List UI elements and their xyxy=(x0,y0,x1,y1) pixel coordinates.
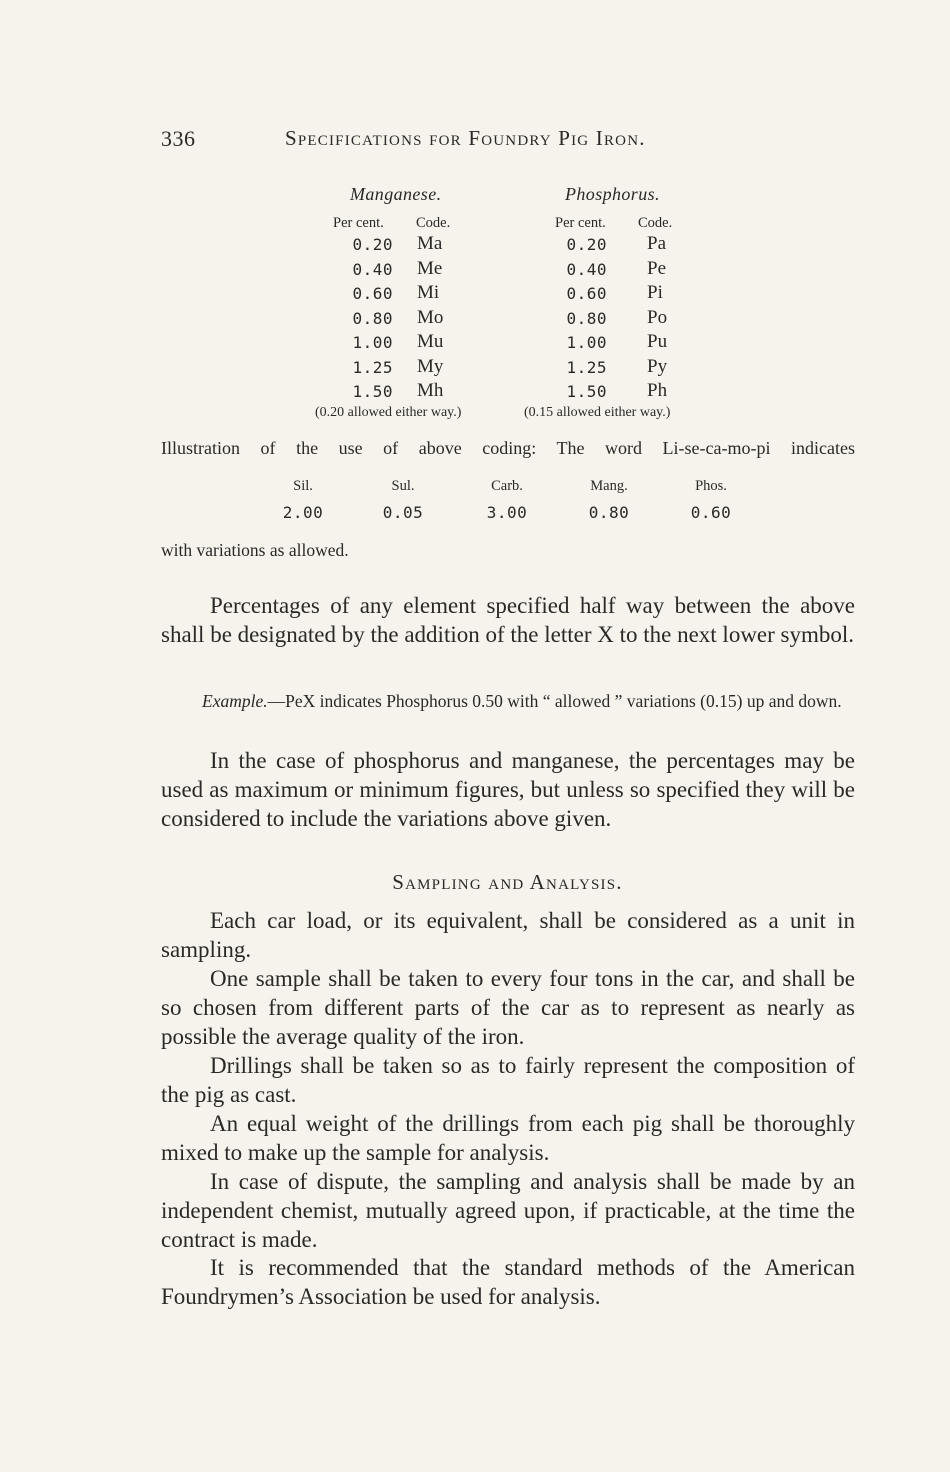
percent-value: 1.50 xyxy=(352,382,393,401)
paragraph-car-load: Each car load, or its equivalent, shall be considered as a unit in sampling. xyxy=(161,908,855,962)
code-value: Py xyxy=(647,355,668,377)
sample-label: Mang. xyxy=(590,478,628,494)
example-label: Example. xyxy=(202,691,268,711)
sample-label: Phos. xyxy=(695,478,727,494)
page-number: 336 xyxy=(161,126,196,151)
table-row xyxy=(555,355,755,382)
running-title: Specifications for Foundry Pig Iron. xyxy=(285,126,646,150)
illustration-text: Illustration of the use of above coding: The word Li-se-ca-mo-pi indicates xyxy=(161,438,855,458)
sample-column xyxy=(569,478,649,522)
paragraph-halfway: Percentages of any element specified half way between the above shall be designated by the addition of the letter X to the next lower symbol. xyxy=(161,593,855,647)
paragraph-phosphorus-manganese: In the case of phosphorus and manganese, the percentages may be used as maximum or minimum figures, but unless so specified they will be considered to include the variations above given. xyxy=(161,748,855,831)
code-value: My xyxy=(417,355,444,377)
percent-value: 1.50 xyxy=(566,382,607,401)
code-value: Pu xyxy=(647,331,668,352)
percent-value: 1.25 xyxy=(352,357,393,377)
example-paragraph xyxy=(161,689,855,713)
table-row xyxy=(555,235,755,259)
code-value: Mu xyxy=(417,331,444,352)
code-value: Pa xyxy=(647,233,666,254)
manganese-title: Manganese. xyxy=(350,184,442,204)
percent-value: 0.20 xyxy=(566,235,607,254)
sample-value: 2.00 xyxy=(282,503,324,522)
phosphorus-code-header: Code. xyxy=(638,215,673,231)
code-value: Ph xyxy=(647,380,668,401)
table-row xyxy=(333,333,533,357)
table-row xyxy=(555,284,755,308)
code-value: Po xyxy=(647,306,668,328)
percent-value: 0.60 xyxy=(352,284,393,303)
percent-value: 0.80 xyxy=(566,308,607,328)
sample-column xyxy=(467,478,547,522)
sample-value: 3.00 xyxy=(486,503,528,522)
paragraph-one-sample: One sample shall be taken to every four tons in the car, and shall be so chosen from different parts of the car as to represent as nearly as possible the average quality of the iron. xyxy=(161,966,855,1049)
percent-value: 1.00 xyxy=(566,333,607,352)
sample-value: 0.60 xyxy=(690,503,732,522)
code-value: Ma xyxy=(417,233,443,254)
sample-label: Carb. xyxy=(491,478,523,494)
code-value: Pe xyxy=(647,257,666,279)
percent-value: 1.00 xyxy=(352,333,393,352)
table-row xyxy=(333,235,533,259)
percent-value: 0.40 xyxy=(352,259,393,279)
paragraph-equal-weight: An equal weight of the drillings from each pig shall be thoroughly mixed to make up the sample for analysis. xyxy=(161,1111,855,1165)
manganese-note: (0.20 allowed either way.) xyxy=(315,405,462,420)
table-row xyxy=(555,382,755,406)
code-value: Pi xyxy=(647,282,663,303)
phosphorus-title: Phosphorus. xyxy=(565,184,660,204)
phosphorus-percent-header: Per cent. xyxy=(555,215,606,231)
code-value: Me xyxy=(417,257,443,279)
paragraph-drillings: Drillings shall be taken so as to fairly represent the composition of the pig as cast. xyxy=(161,1053,855,1107)
table-row xyxy=(555,306,755,333)
example-text: —PeX indicates Phosphorus 0.50 with “ allowed ” variations (0.15) up and down. xyxy=(267,691,842,711)
sample-column xyxy=(263,478,343,522)
sample-label: Sul. xyxy=(391,478,415,494)
table-row xyxy=(333,382,533,406)
page-header xyxy=(161,126,855,158)
table-row xyxy=(555,257,755,284)
paragraph-recommended: It is recommended that the standard methods of the American Foundrymen’s Association be used for analysis. xyxy=(161,1255,855,1309)
sample-value: 0.05 xyxy=(382,503,424,522)
table-row xyxy=(333,284,533,308)
percent-value: 0.80 xyxy=(352,308,393,328)
variations-note: with variations as allowed. xyxy=(161,540,349,560)
table-row xyxy=(333,257,533,284)
table-row xyxy=(333,306,533,333)
sample-column xyxy=(671,478,751,522)
percent-value: 1.25 xyxy=(566,357,607,377)
paragraph-dispute: In case of dispute, the sampling and analysis shall be made by an independent chemist, mutually agreed upon, if practicable, at the time the contract is made. xyxy=(161,1169,855,1252)
table-row xyxy=(333,355,533,382)
manganese-code-header: Code. xyxy=(416,215,451,231)
percent-value: 0.60 xyxy=(566,284,607,303)
sample-column xyxy=(363,478,443,522)
sample-label: Sil. xyxy=(293,478,313,494)
phosphorus-note: (0.15 allowed either way.) xyxy=(524,405,671,420)
sample-value: 0.80 xyxy=(588,503,630,522)
code-value: Mh xyxy=(417,380,444,401)
manganese-percent-header: Per cent. xyxy=(333,215,384,231)
percent-value: 0.20 xyxy=(352,235,393,254)
percent-value: 0.40 xyxy=(566,259,607,279)
code-value: Mo xyxy=(417,306,444,328)
coding-example-table xyxy=(265,478,745,530)
table-row xyxy=(555,333,755,357)
code-value: Mi xyxy=(417,282,440,303)
section-title: Sampling and Analysis. xyxy=(392,870,623,894)
